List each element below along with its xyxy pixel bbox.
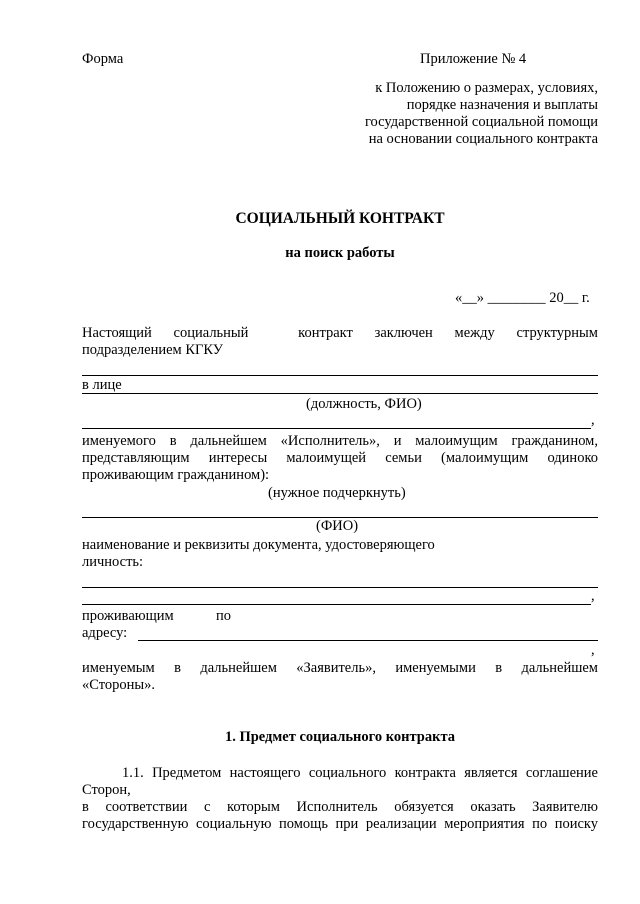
parties-word: именуемым bbox=[82, 660, 155, 676]
parties-line bbox=[82, 660, 598, 677]
comma: , bbox=[591, 642, 595, 658]
intro-word: структурным bbox=[516, 325, 598, 341]
intro-word: между bbox=[454, 325, 495, 341]
blank-line bbox=[138, 640, 598, 641]
appendix-line: порядке назначения и выплаты bbox=[406, 97, 598, 113]
parties-line-2: «Стороны». bbox=[82, 677, 156, 693]
appendix-label: Приложение № 4 bbox=[420, 51, 527, 67]
document-line: наименование и реквизиты документа, удостоверяющего bbox=[82, 537, 435, 553]
position-fio-caption: (должность, ФИО) bbox=[306, 396, 422, 412]
intro-line bbox=[82, 325, 598, 342]
parties-word: в bbox=[174, 660, 181, 676]
form-label: Форма bbox=[82, 51, 124, 67]
blank-line bbox=[82, 428, 591, 429]
appendix-reference bbox=[346, 80, 598, 148]
executor-text-line: представляющим интересы малоимущей семьи (малоимущим одиноко bbox=[82, 450, 598, 466]
appendix-line: к Положению о размерах, условиях, bbox=[375, 80, 598, 96]
intro-word: контракт bbox=[298, 325, 353, 341]
blank-line bbox=[82, 375, 598, 376]
comma: , bbox=[591, 412, 595, 428]
section-paragraph-line: Сторон, bbox=[82, 782, 131, 798]
intro-word: социальный bbox=[173, 325, 249, 341]
parties-word: именуемыми bbox=[395, 660, 476, 676]
intro-word: заключен bbox=[374, 325, 433, 341]
appendix-line: государственной социальной помощи bbox=[364, 114, 598, 130]
appendix-line: на основании социального контракта bbox=[368, 131, 598, 147]
fio-caption: (ФИО) bbox=[316, 518, 359, 534]
section-heading: 1. Предмет социального контракта bbox=[224, 729, 456, 745]
blank-line bbox=[82, 587, 598, 588]
residence-line-2: адресу: bbox=[82, 625, 128, 641]
document-title: СОЦИАЛЬНЫЙ КОНТРАКТ bbox=[235, 210, 445, 227]
blank-line bbox=[82, 393, 598, 394]
document-line: личность: bbox=[82, 554, 144, 570]
intro-line-2: подразделением КГКУ bbox=[82, 342, 224, 358]
executor-text-line: именуемого в дальнейшем «Исполнитель», и малоимущим гражданином, bbox=[82, 433, 598, 449]
date-line: «__» ________ 20__ г. bbox=[455, 290, 590, 306]
represented-by-label: в лице bbox=[82, 377, 122, 393]
residence-word: проживающим bbox=[82, 608, 174, 624]
blank-line bbox=[82, 604, 591, 605]
parties-word: «Заявитель», bbox=[296, 660, 376, 676]
section-paragraph-line: государственную социальную помощь при реализации мероприятия по поиску bbox=[82, 816, 598, 832]
executor-text-line: проживающим гражданином): bbox=[82, 467, 270, 483]
residence-word: по bbox=[216, 608, 232, 624]
section-paragraph-line: 1.1. Предметом настоящего социального контракта является соглашение bbox=[122, 765, 598, 781]
underline-caption: (нужное подчеркнуть) bbox=[268, 485, 406, 501]
parties-word: дальнейшем bbox=[200, 660, 277, 676]
parties-word: в bbox=[495, 660, 503, 676]
document-subtitle: на поиск работы bbox=[285, 245, 395, 261]
comma: , bbox=[591, 588, 595, 604]
section-paragraph-line: в соответствии с которым Исполнитель обязуется оказать Заявителю bbox=[82, 799, 598, 815]
parties-word: дальнейшем bbox=[521, 660, 598, 676]
intro-word: Настоящий bbox=[82, 325, 152, 341]
